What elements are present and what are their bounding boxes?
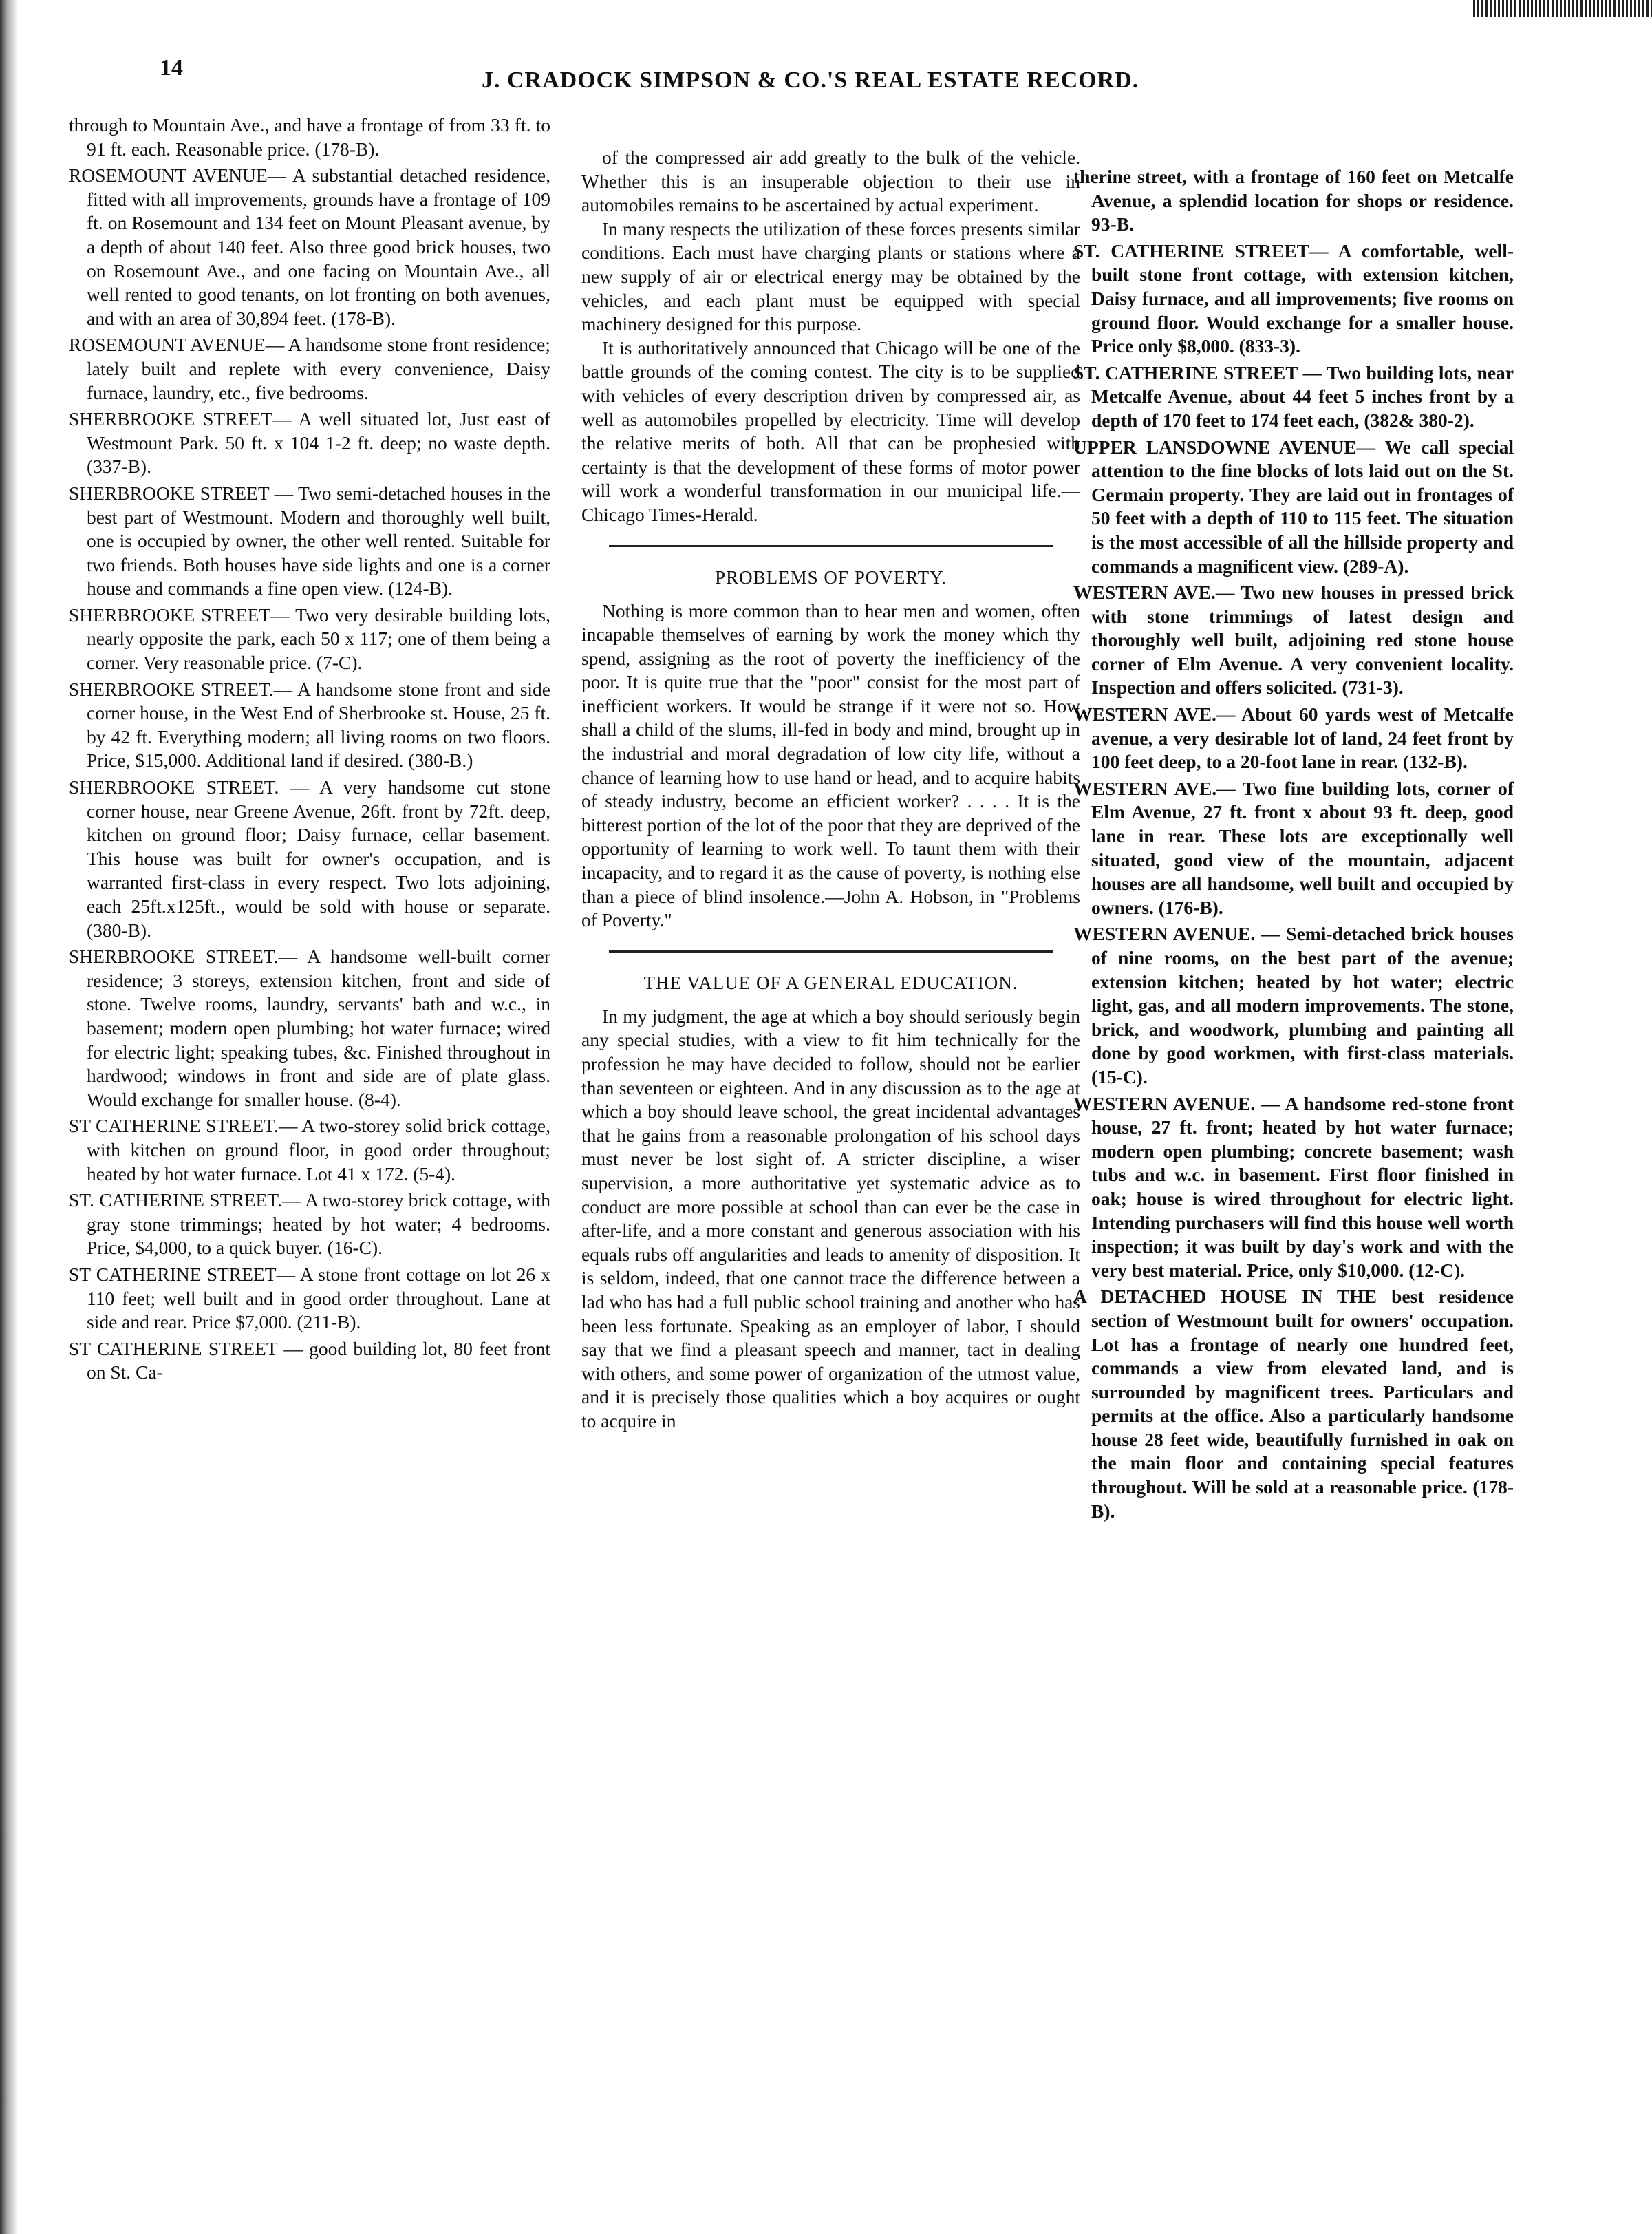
listing: SHERBROOKE STREET. — A very handsome cut stone corner house, near Greene Avenue, 26ft. front by 72ft. deep, kitchen on ground floor; Daisy furnace, cellar basement. This house was built for owner's occupation, and is warranted first-class in every respect. Two lots adjoining, each 25ft.x125ft., would be sold with house or separate. (380-B). (69, 776, 550, 941)
listing: SHERBROOKE STREET.— A handsome well-built corner residence; 3 storeys, extension kitchen, front and side of stone. Twelve rooms, laundry, servants' bath and w.c., in basement; modern open plumbing; hot water furnace; wired for electric light; speaking tubes, &c. Finished throughout in hardwood; windows in front and side are of plate glass. Would exchange for smaller house. (8-4). (69, 946, 551, 1110)
listing: WESTERN AVE.— About 60 yards west of Metcalfe avenue, a very desirable lot of land, 24 feet front by 100 feet deep, to a 20-foot lane in rear. (132-B). (1073, 703, 1514, 773)
listing: ST. CATHERINE STREET — Two building lots, near Metcalfe Avenue, about 44 feet 5 inches front by a depth of 170 feet to 174 feet each, (382& 380-2). (1073, 361, 1514, 431)
listing: ST. CATHERINE STREET— A comfortable, well-built stone front cottage, with extension kitchen, Daisy furnace, and all improvements; five rooms on ground floor. Would exchange for a smaller house. Price only $8,000. (833-3). (1073, 240, 1514, 357)
listing: ST CATHERINE STREET.— A two-storey solid brick cottage, with kitchen on ground floor, in good order throughout; heated by hot water furnace. Lot 41 x 172. (5-4). (69, 1115, 551, 1184)
article-paragraph: It is authoritatively announced that Chicago will be one of the battle grounds of the coming contest. The city is to be supplied with vehicles of every description driven by compressed air, as well as automobiles propelled by electricity. Time will develop the relative merits of both. All that can be prophesied with certainty is that the development of these forms of motor power will work a wonderful transformation in our municipal life.—Chicago Times-Herald. (581, 337, 1080, 525)
listing: SHERBROOKE STREET— A well situated lot, Just east of Westmount Park. 50 ft. x 104 1-2 ft. deep; no waste depth. (337-B). (69, 408, 550, 478)
listing: WESTERN AVE.— Two new houses in pressed brick with stone trimmings of latest design and thoroughly well built, adjoining red stone house corner of Elm Avenue. A very convenient locality. Inspection and offers solicited. (731-3). (1073, 582, 1514, 699)
article-paragraph: of the compressed air add greatly to the bulk of the vehicle. Whether this is an insuperable objection to their use in automobiles remains to be ascertained by actual experiment. (581, 147, 1080, 216)
listing: A DETACHED HOUSE IN THE best residence section of Westmount built for owners' occupation. Lot has a frontage of nearly one hundred feet, commands a view from elevated land, and is surrounded by magnificent trees. Particulars and permits at the office. Also a particularly handsome house 28 feet wide, beautifully furnished in oak on the main floor and containing special features throughout. Will be sold at a reasonable price. (178-B). (1073, 1286, 1514, 1522)
listing: through to Mountain Ave., and have a frontage of from 33 ft. to 91 ft. each. Reasonable price. (178-B). (69, 114, 550, 160)
listing: ROSEMOUNT AVENUE— A substantial detached residence, fitted with all improvements, grounds have a frontage of 109 ft. on Rosemount and 134 feet on Mount Pleasant avenue, by a depth of about 140 feet. Also three good brick houses, two on Rosemount Ave., and one facing on Mountain Ave., all well rented to good tenants, on lot fronting on both avenues, and with an area of 30,894 feet. (178-B). (69, 164, 550, 329)
listing: WESTERN AVE.— Two fine building lots, corner of Elm Avenue, 27 ft. front x about 93 ft. deep, good lane in rear. These lots are exceptionally well situated, good view of the mountain, adjacent houses are all handsome, well built and occupied by owners. (176-B). (1073, 777, 1514, 918)
article-title-education: THE VALUE OF A GENERAL EDUCATION. (643, 972, 1018, 993)
scan-edge (0, 0, 18, 2234)
column-3 (1073, 165, 1514, 1526)
listing: UPPER LANSDOWNE AVENUE— We call special attention to the fine blocks of lots laid out on the St. Germain property. They are laid out in frontages of 50 feet with a depth of 110 to 115 feet. The situation is the most accessible of all the hillside property and commands a magnificent view. (289-A). (1073, 436, 1514, 577)
listing: WESTERN AVENUE. — A handsome red-stone front house, 27 ft. front; heated by hot water furnace; modern open plumbing; concrete basement; wash tubs and w.c. in basement. First floor finished in oak; house is wired throughout for electric light. Intending purchasers will find this house well worth inspection; it was built by day's work and with the very best material. Price, only $10,000. (12-C). (1073, 1092, 1514, 1281)
listing: ST. CATHERINE STREET.— A two-storey brick cottage, with gray stone trimmings; heated by hot water; 4 bedrooms. Price, $4,000, to a quick buyer. (16-C). (69, 1189, 551, 1259)
listing: SHERBROOKE STREET— Two very desirable building lots, nearly opposite the park, each 50 x 117; one of them being a corner. Very reasonable price. (7-C). (69, 604, 550, 674)
listing: WESTERN AVENUE. — Semi-detached brick houses of nine rooms, on the best part of the avenue; extension kitchen; heated by hot water; electric light, gas, and all modern improvements. The stone, brick, and woodwork, plumbing and painting all done by good workmen, with first-class materials. (15-C). (1073, 923, 1514, 1087)
article-paragraph: In my judgment, the age at which a boy should seriously begin any special studies, with a view to fit him technically for the profession he may have decided to follow, should not be earlier than seventeen or eighteen. And in any discussion as to the age at which a boy should leave school, the great incidental advantages that he gains from a reasonable prolongation of his school days must never be lost sight of. A stricter discipline, a wiser supervision, a more authoritative yet systematic advice as to conduct are more possible at school than can ever be the case in after-life, and a more constant and generous association with his equals rubs off angularities and leads to amenity of disposition. It is seldom, indeed, that one cannot trace the difference between a lad who has had a full public school training and another who has been less fortunate. Speaking as an employer of labor, I should say that we find a pleasant speech and manner, tact in dealing with others, and some power of organization of the utmost value, and it is precisely those qualities which a boy acquires or ought to acquire in (581, 1005, 1080, 1432)
listing: ROSEMOUNT AVENUE— A handsome stone front residence; lately built and replete with every convenience, Daisy furnace, laundry, etc., five bedrooms. (69, 334, 550, 403)
divider (609, 950, 1053, 953)
article-paragraph: In many respects the utilization of these forces presents similar conditions. Each must have charging plants or stations where a new supply of air or electrical energy may be obtained by the vehicles, and each plant must be equipped with special machinery designed for this purpose. (581, 217, 1080, 335)
page-number: 14 (160, 55, 183, 81)
column-2 (581, 146, 1080, 1434)
scan-edge-top (1473, 0, 1652, 17)
running-head: J. CRADOCK SIMPSON & CO.'S REAL ESTATE RECORD. (482, 67, 1139, 93)
listing: ST CATHERINE STREET — good building lot, 80 feet front on St. Ca- (69, 1337, 551, 1383)
listing: ST CATHERINE STREET— A stone front cottage on lot 26 x 110 feet; well built and in good order throughout. Lane at side and rear. Price $7,000. (211-B). (69, 1263, 551, 1333)
listing: SHERBROOKE STREET.— A handsome stone front and side corner house, in the West End of Sherbrooke st. House, 25 ft. by 42 ft. Everything modern; all living rooms on two floors. Price, $15,000. Additional land if desired. (380-B.) (69, 678, 551, 772)
article-paragraph: Nothing is more common than to hear men and women, often incapable themselves of earning by work the money which thy spend, assigning as the root of poverty the inefficiency of the poor. It is quite true that the "poor" consist for the most part of inefficient workers. It would be strange if it were not so. How shall a child of the slums, ill-fed in body and mind, brought up in the industrial and moral degradation of low city life, without a chance of learning how to use hand or head, and to acquire habits of steady industry, become an efficient worker? . . . . It is the bitterest portion of the lot of the poor that they are deprived of the opportunity of learning to work well. To taunt them with their incapacity, and to regard it as the cause of poverty, is nothing else than a piece of blind insolence.—John A. Hobson, in "Problems of Poverty." (581, 599, 1080, 931)
column-1 (69, 114, 550, 1387)
listing: therine street, with a frontage of 160 feet on Metcalfe Avenue, a splendid location for shops or residence. 93-B. (1073, 166, 1514, 235)
article-title-poverty: PROBLEMS OF POVERTY. (715, 566, 947, 588)
divider (609, 545, 1053, 547)
listing: SHERBROOKE STREET — Two semi-detached houses in the best part of Westmount. Modern and thoroughly well built, one is occupied by owner, the other well rented. Suitable for two friends. Both houses have side lights and one is a corner house and commands a fine open view. (124-B). (69, 482, 550, 599)
